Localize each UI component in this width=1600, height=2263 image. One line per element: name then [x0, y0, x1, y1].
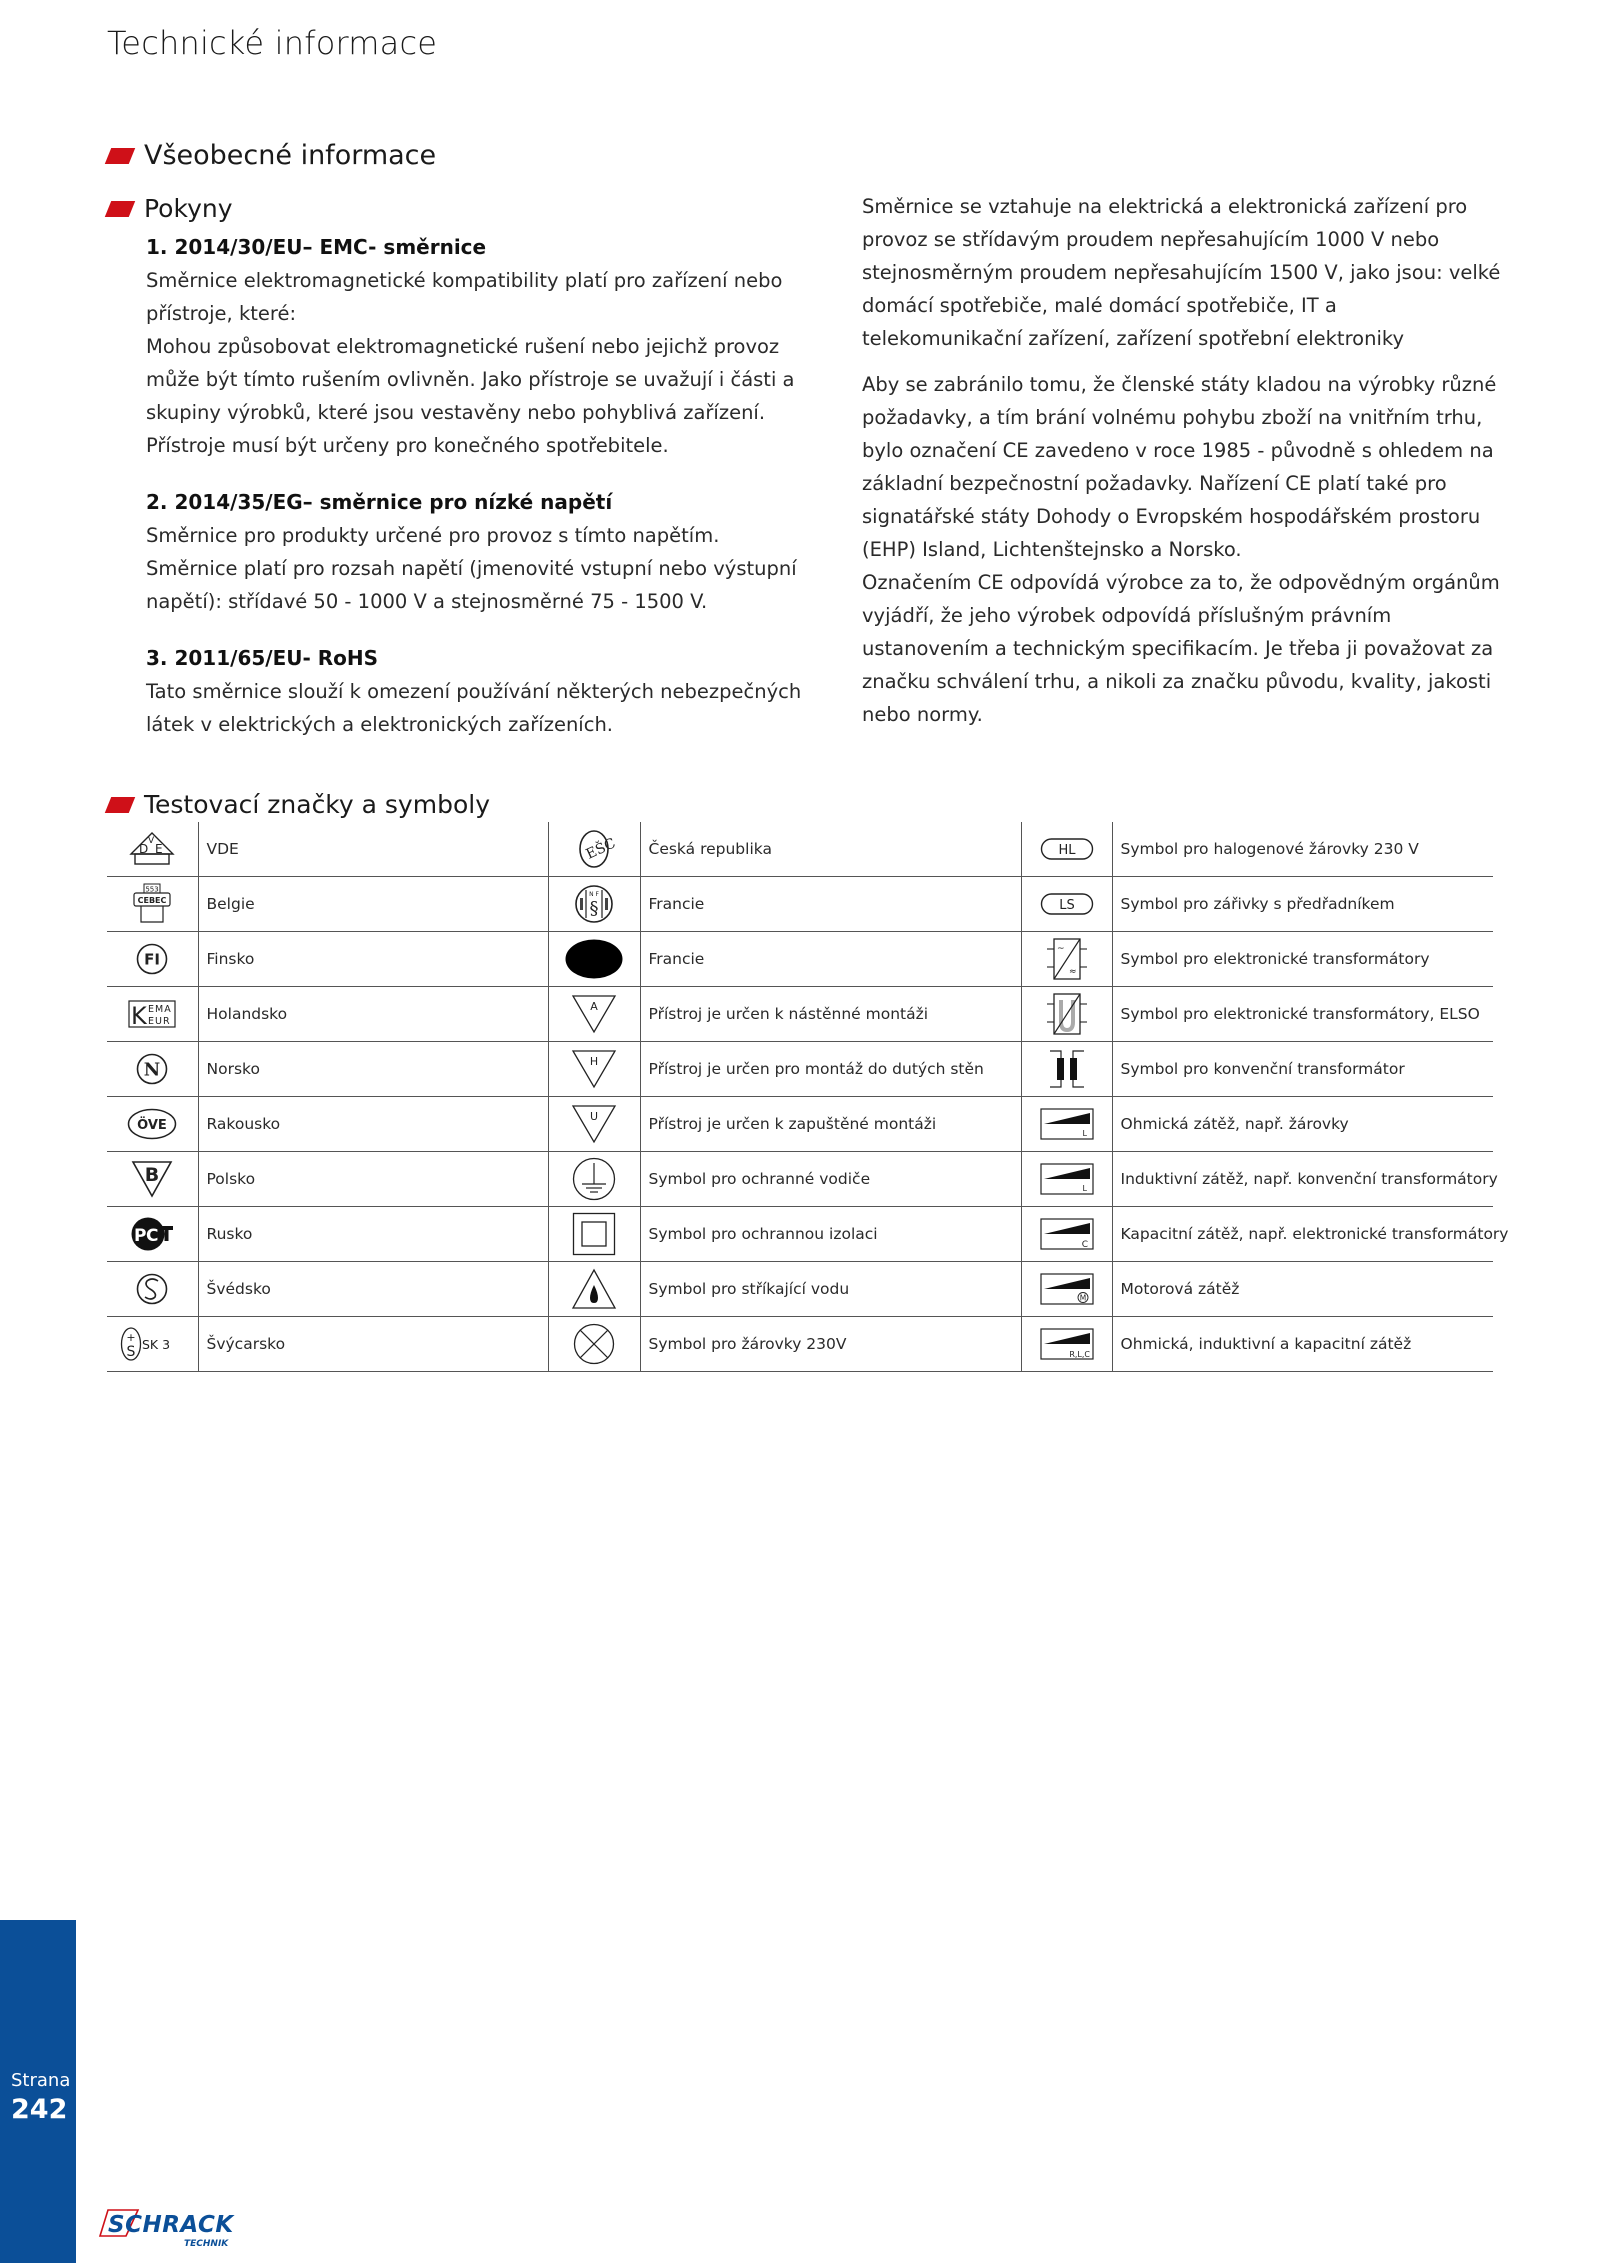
- table-row: [107, 877, 1493, 932]
- triangle-u-icon: [571, 1104, 617, 1144]
- left-column: [146, 231, 806, 741]
- section-title: Pokyny: [144, 194, 233, 223]
- symbol-label: Induktivní zátěž, např. konvenční transformátory: [1112, 1152, 1493, 1207]
- table-row: [107, 1207, 1493, 1262]
- symbol-label: Holandsko: [198, 987, 548, 1042]
- electronic-transformer-elso-icon: [1046, 992, 1088, 1036]
- symbol-label: Česká republika: [640, 822, 1021, 877]
- kema-keur-mark-icon: [128, 1000, 176, 1028]
- svg-text:H: H: [589, 1055, 599, 1068]
- directive-heading-emc: 1. 2014/30/EU– EMC- směrnice: [146, 235, 487, 259]
- svg-text:EŠC: EŠC: [583, 835, 619, 863]
- paragraph: Aby se zabránilo tomu, že členské státy kladou na výrobky různé požadavky, a tím brání volnému pohybu zboží na vnitřním trhu, bylo označení CE zavedeno v roce 1985 - původně s ohledem na základní bezpečnostní požadavky. Nařízení CE platí také pro signatářské státy Dohody o Evropském hospodářském prostoru (EHP) Island, Lichtenštejnsko a Norsko.: [862, 373, 1497, 561]
- paragraph: Směrnice platí pro rozsah napětí (jmenovité vstupní nebo výstupní napětí): střídavé 50 - 1000 V a stejnosměrné 75 - 1500 V.: [146, 557, 797, 613]
- triangle-h-icon: [571, 1049, 617, 1089]
- symbol-label: Symbol pro zářivky s předřadníkem: [1112, 877, 1493, 932]
- symbol-label: Přístroj je určen pro montáž do dutých stěn: [640, 1042, 1021, 1097]
- svg-text:U: U: [589, 1110, 599, 1123]
- ls-badge-icon: [1040, 892, 1094, 916]
- paragraph: Mohou způsobovat elektromagnetické rušení nebo jejichž provoz může být tímto rušením ovlivněn. Jako přístroje se uvažují i části a skupiny výrobků, které jsou vestavěny nebo pohyblivá zařízení. Přístroje musí být určeny pro konečného spotřebitele.: [146, 335, 795, 457]
- symbol-label: Polsko: [198, 1152, 548, 1207]
- lamp-icon: [573, 1323, 615, 1365]
- svg-text:B: B: [145, 1164, 160, 1186]
- paragraph: Směrnice elektromagnetické kompatibility platí pro zařízení nebo přístroje, které:: [146, 269, 783, 325]
- svg-text:M: M: [1079, 1293, 1086, 1303]
- nf-usc-mark-icon: [574, 884, 614, 924]
- svg-text:LS: LS: [1058, 898, 1075, 913]
- triangle-a-icon: [571, 994, 617, 1034]
- svg-text:+: +: [126, 1331, 136, 1344]
- symbol-label: Symbol pro žárovky 230V: [640, 1317, 1021, 1372]
- dimmer-load-c-icon: [1040, 1218, 1094, 1250]
- page-number: 242: [11, 2094, 68, 2125]
- symbol-label: Rakousko: [198, 1097, 548, 1152]
- table-row: [107, 932, 1493, 987]
- svg-text:L: L: [1082, 1184, 1087, 1193]
- symbol-label: Norsko: [198, 1042, 548, 1097]
- dimmer-load-rlc-icon: [1040, 1328, 1094, 1360]
- symbol-label: Švýcarsko: [198, 1317, 548, 1372]
- svg-text:§: §: [589, 898, 599, 919]
- svg-text:553: 553: [145, 885, 159, 894]
- hl-badge-icon: [1040, 837, 1094, 861]
- svg-text:E: E: [155, 842, 163, 856]
- svg-text:FI: FI: [144, 950, 161, 969]
- svg-text:V: V: [148, 836, 155, 846]
- svg-text:C: C: [146, 1226, 159, 1246]
- conventional-transformer-icon: [1047, 1048, 1087, 1090]
- page-title: Technické informace: [107, 24, 438, 62]
- paragraph: Směrnice se vztahuje na elektrická a elektronická zařízení pro provoz se střídavým proudem nepřesahujícím 1000 V nebo stejnosměrným proudem nepřesahujícím 1500 V, jako jsou: velké domácí spotřebiče, malé domácí spotřebiče, IT a telekomunikační zařízení, zařízení spotřební elektroniky: [862, 195, 1501, 350]
- svg-text:≈: ≈: [1068, 967, 1077, 977]
- table-row: [107, 1042, 1493, 1097]
- symbol-label: Symbol pro stříkající vodu: [640, 1262, 1021, 1317]
- protective-earth-icon: [572, 1157, 616, 1201]
- section-title: Testovací značky a symboly: [144, 790, 490, 819]
- symbol-label: Přístroj je určen k zapuštěné montáži: [640, 1097, 1021, 1152]
- directive-heading-lvd: 2. 2014/35/EG– směrnice pro nízké napětí: [146, 490, 613, 514]
- svg-text:N: N: [144, 1059, 161, 1081]
- svg-text:HL: HL: [1057, 843, 1076, 858]
- b-mark-icon: [131, 1160, 173, 1198]
- svg-text:K: K: [131, 1002, 147, 1030]
- symbol-label: Motorová zátěž: [1112, 1262, 1493, 1317]
- red-bullet-icon: [105, 201, 135, 217]
- black-oval-icon: [564, 938, 624, 980]
- paragraph: Označením CE odpovídá výrobce za to, že odpovědným orgánům vyjádří, že jeho výrobek odpovídá příslušným právním ustanovením a technickým specifikacím. Je třeba ji považovat za značku schválení trhu, a nikoli za značku původu, kvality, jakosti nebo normy.: [862, 571, 1500, 726]
- symbol-label: Symbol pro ochrannou izolaci: [640, 1207, 1021, 1262]
- symbol-label: Symbol pro elektronické transformátory, ELSO: [1112, 987, 1493, 1042]
- symbol-label: Rusko: [198, 1207, 548, 1262]
- svg-text:N F: N F: [589, 891, 599, 898]
- section-heading-pokyny: [104, 194, 233, 223]
- red-bullet-icon: [105, 797, 135, 813]
- pct-mark-icon: [130, 1216, 174, 1252]
- esc-mark-icon: [578, 829, 619, 869]
- directive-heading-rohs: 3. 2011/65/EU- RoHS: [146, 646, 379, 670]
- svg-text:EMA: EMA: [148, 1004, 172, 1015]
- section-heading-general: [104, 140, 436, 171]
- double-insulation-icon: [572, 1212, 616, 1256]
- schrack-technik-logo: [98, 2206, 248, 2250]
- svg-text:R,L,C: R,L,C: [1068, 1350, 1090, 1359]
- symbol-label: Symbol pro halogenové žárovky 230 V: [1112, 822, 1493, 877]
- paragraph: Směrnice pro produkty určené pro provoz s tímto napětím.: [146, 524, 720, 547]
- table-row: [107, 1317, 1493, 1372]
- symbol-label: Francie: [640, 932, 1021, 987]
- svg-text:L: L: [1082, 1129, 1087, 1138]
- svg-text:S: S: [126, 1344, 136, 1360]
- symbol-label: Ohmická zátěž, např. žárovky: [1112, 1097, 1493, 1152]
- sev-mark-icon: [120, 1326, 184, 1362]
- ove-mark-icon: [127, 1108, 177, 1140]
- table-row: [107, 822, 1493, 877]
- symbol-label: Francie: [640, 877, 1021, 932]
- paragraph: Tato směrnice slouží k omezení používání některých nebezpečných látek v elektrických a elektronických zařízeních.: [146, 680, 802, 736]
- svg-text:P: P: [134, 1226, 147, 1246]
- page-side-bar: [0, 1920, 76, 2263]
- svg-text:CEBEC: CEBEC: [137, 896, 167, 905]
- svg-text:D: D: [139, 842, 149, 856]
- electronic-transformer-icon: [1046, 937, 1088, 981]
- svg-text:TECHNIK: TECHNIK: [184, 2239, 229, 2249]
- svg-text:C: C: [1081, 1240, 1088, 1250]
- table-row: [107, 987, 1493, 1042]
- svg-text:SK 3: SK 3: [142, 1337, 171, 1352]
- symbol-label: Belgie: [198, 877, 548, 932]
- cebec-mark-icon: [131, 883, 173, 925]
- drip-proof-icon: [571, 1268, 617, 1310]
- fi-mark-icon: [135, 942, 169, 976]
- nemko-mark-icon: [135, 1052, 169, 1086]
- svg-text:EUR: EUR: [148, 1016, 171, 1027]
- table-row: [107, 1097, 1493, 1152]
- symbol-label: Symbol pro elektronické transformátory: [1112, 932, 1493, 987]
- dimmer-load-l-icon: [1040, 1163, 1094, 1195]
- semko-mark-icon: [135, 1272, 169, 1306]
- symbol-label: Finsko: [198, 932, 548, 987]
- symbol-label: Švédsko: [198, 1262, 548, 1317]
- page-label: Strana: [11, 2070, 71, 2091]
- section-title: Všeobecné informace: [144, 140, 437, 171]
- svg-text:ÖVE: ÖVE: [137, 1118, 168, 1133]
- svg-text:SCHRACK: SCHRACK: [108, 2212, 234, 2238]
- symbol-label: Ohmická, induktivní a kapacitní zátěž: [1112, 1317, 1493, 1372]
- dimmer-load-m-icon: [1040, 1273, 1094, 1305]
- symbol-label: VDE: [198, 822, 548, 877]
- svg-text:~: ~: [1056, 944, 1065, 954]
- symbol-label: Symbol pro ochranné vodiče: [640, 1152, 1021, 1207]
- vde-mark-icon: [129, 830, 175, 868]
- red-bullet-icon: [105, 148, 135, 164]
- table-row: [107, 1152, 1493, 1207]
- svg-text:A: A: [590, 1000, 598, 1013]
- section-heading-test-marks: [104, 790, 490, 819]
- right-column: [862, 190, 1502, 731]
- symbols-table: [107, 822, 1509, 1372]
- symbol-label: Symbol pro konvenční transformátor: [1112, 1042, 1493, 1097]
- table-row: [107, 1262, 1493, 1317]
- dimmer-load-l-icon: [1040, 1108, 1094, 1140]
- symbol-label: Kapacitní zátěž, např. elektronické transformátory: [1112, 1207, 1493, 1262]
- symbol-label: Přístroj je určen k nástěnné montáži: [640, 987, 1021, 1042]
